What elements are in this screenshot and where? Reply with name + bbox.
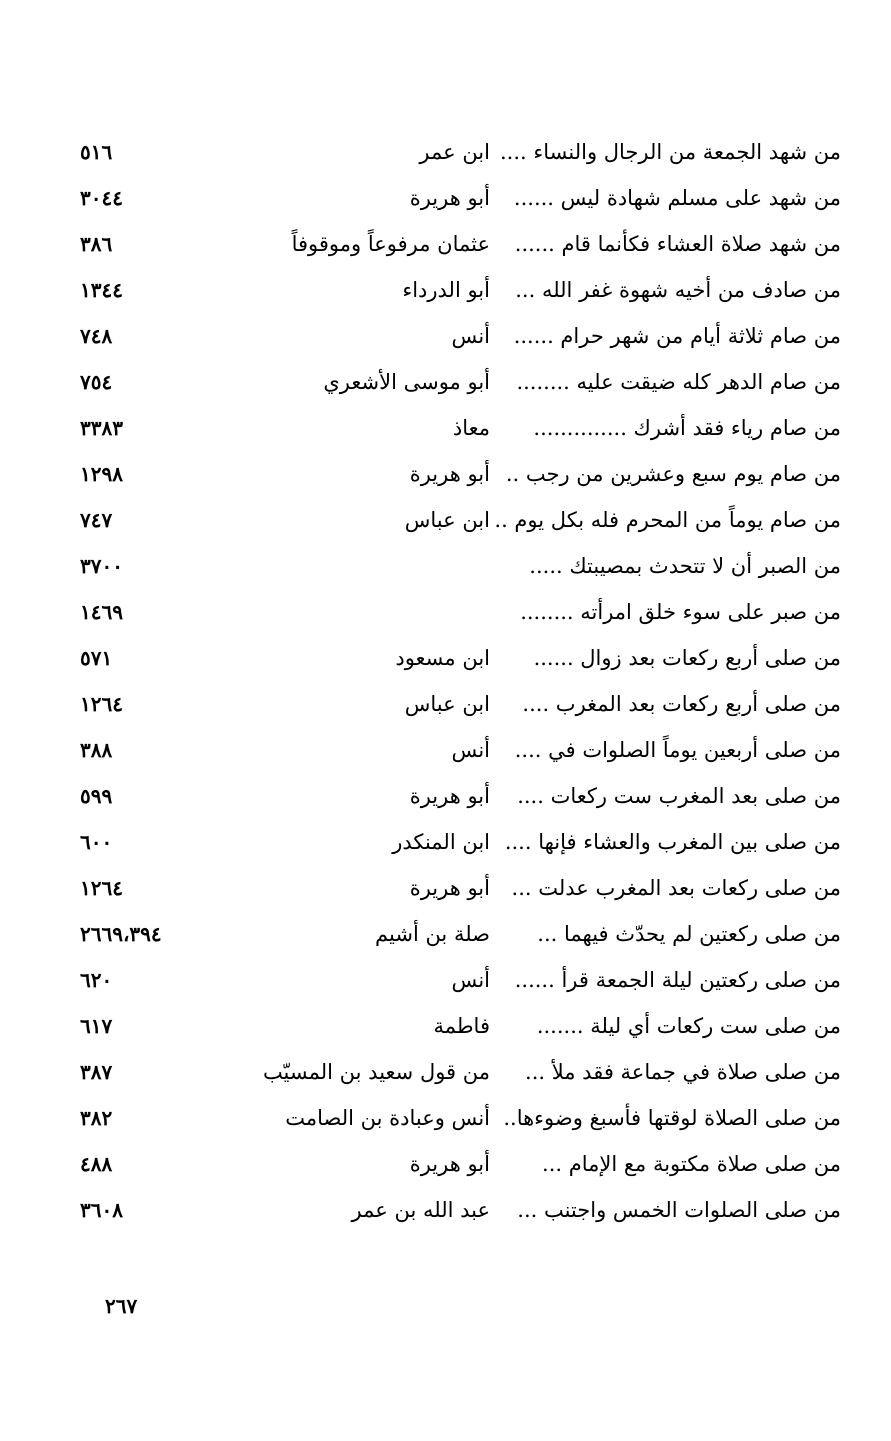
hadith-text: من صلى أربع ركعات بعد زوال ......: [533, 646, 841, 670]
hadith-text: من صلى بعد المغرب ست ركعات ....: [517, 784, 841, 808]
index-entry: [0, 220, 891, 266]
hadith-number: ٥١٦: [80, 140, 113, 164]
hadith-text: من صام يوم سبع وعشرين من رجب ..: [505, 462, 841, 486]
hadith-text: من صلى ركعتين لم يحدّث فيهما ...: [537, 922, 841, 946]
narrator-name: أنس: [451, 968, 490, 992]
narrator-name: عثمان مرفوعاً وموقوفاً: [291, 232, 490, 256]
hadith-number: ٤٨٨: [80, 1152, 113, 1176]
index-entry: [0, 404, 891, 450]
narrator-name: أنس وعبادة بن الصامت: [285, 1106, 490, 1130]
hadith-number: ٣٧٠٠: [80, 554, 123, 578]
hadith-text: من صام ثلاثة أيام من شهر حرام ......: [513, 324, 841, 348]
index-entry: [0, 680, 891, 726]
hadith-text: من صلى صلاة مكتوبة مع الإمام ...: [542, 1152, 841, 1176]
index-entry: [0, 864, 891, 910]
index-entry: [0, 1186, 891, 1232]
hadith-number: ٧٥٤: [80, 370, 113, 394]
hadith-number: ١٢٦٤: [80, 692, 123, 716]
index-entry: [0, 956, 891, 1002]
index-entry: [0, 634, 891, 680]
hadith-number: ٦١٧: [80, 1014, 113, 1038]
index-entry: [0, 1140, 891, 1186]
hadith-number: ٧٤٧: [80, 508, 113, 532]
narrator-name: فاطمة: [433, 1014, 490, 1038]
hadith-number: ١٢٩٨: [80, 462, 123, 486]
index-entry: [0, 358, 891, 404]
narrator-name: أبو هريرة: [409, 1152, 490, 1176]
index-entry: [0, 1094, 891, 1140]
hadith-text: من صلى ست ركعات أي ليلة .......: [536, 1014, 841, 1038]
hadith-text: من شهد صلاة العشاء فكأنما قام ......: [514, 232, 841, 256]
hadith-text: من صادف من أخيه شهوة غفر الله ...: [515, 278, 841, 302]
narrator-name: ابن المنكدر: [392, 830, 490, 854]
hadith-number: ٣٨٨: [80, 738, 113, 762]
hadith-text: من صلى بين المغرب والعشاء فإنها ....: [504, 830, 841, 854]
hadith-index-list: [0, 128, 891, 1232]
narrator-name: عبد الله بن عمر: [351, 1198, 490, 1222]
hadith-number: ٣٦٠٨: [80, 1198, 123, 1222]
hadith-number: ٦٠٠: [80, 830, 113, 854]
index-entry: [0, 450, 891, 496]
narrator-name: من قول سعيد بن المسيّب: [262, 1060, 490, 1084]
index-entry: [0, 726, 891, 772]
narrator-name: أبو موسى الأشعري: [323, 370, 490, 394]
index-entry: [0, 312, 891, 358]
hadith-number: ٧٤٨: [80, 324, 113, 348]
narrator-name: أنس: [451, 324, 490, 348]
hadith-number: ١٢٦٤: [80, 876, 123, 900]
index-entry: [0, 542, 891, 588]
index-entry: [0, 910, 891, 956]
index-entry: [0, 772, 891, 818]
hadith-text: من صام يوماً من المحرم فله بكل يوم ..: [494, 508, 841, 532]
narrator-name: أبو هريرة: [409, 876, 490, 900]
narrator-name: أنس: [451, 738, 490, 762]
index-entry: [0, 174, 891, 220]
hadith-number: ٥٧١: [80, 646, 113, 670]
hadith-text: من صلى ركعات بعد المغرب عدلت ...: [511, 876, 841, 900]
hadith-number: ٣٠٤٤: [80, 186, 123, 210]
narrator-name: أبو هريرة: [409, 784, 490, 808]
hadith-text: من صلى أربعين يوماً الصلوات في ....: [514, 738, 841, 762]
narrator-name: ابن مسعود: [395, 646, 490, 670]
hadith-text: من صلى صلاة في جماعة فقد ملأ ...: [525, 1060, 841, 1084]
index-entry: [0, 588, 891, 634]
narrator-name: معاذ: [452, 416, 490, 440]
narrator-name: ابن عمر: [419, 140, 490, 164]
hadith-text: من شهد على مسلم شهادة ليس ......: [513, 186, 841, 210]
index-entry: [0, 818, 891, 864]
hadith-text: من صام الدهر كله ضيقت عليه ........: [516, 370, 841, 394]
hadith-text: من شهد الجمعة من الرجال والنساء ....: [499, 140, 841, 164]
index-entry: [0, 128, 891, 174]
index-entry: [0, 1048, 891, 1094]
narrator-name: أبو الدرداء: [402, 278, 490, 302]
narrator-name: ابن عباس: [404, 692, 490, 716]
hadith-number: ٥٩٩: [80, 784, 113, 808]
index-entry: [0, 1002, 891, 1048]
narrator-name: ابن عباس: [404, 508, 490, 532]
hadith-number: ٣٨٦: [80, 232, 113, 256]
hadith-number: ٣٣٨٣: [80, 416, 123, 440]
hadith-text: من صلى أربع ركعات بعد المغرب ....: [522, 692, 841, 716]
hadith-number: ٢٦٦٩،٣٩٤: [80, 922, 162, 946]
hadith-text: من صلى الصلاة لوقتها فأسبغ وضوءها..: [503, 1106, 841, 1130]
hadith-number: ٣٨٢: [80, 1106, 113, 1130]
hadith-text: من صلى ركعتين ليلة الجمعة قرأ ......: [514, 968, 841, 992]
hadith-text: من صبر على سوء خلق امرأته ........: [520, 600, 841, 624]
hadith-text: من صام رياء فقد أشرك ..............: [533, 416, 841, 440]
narrator-name: أبو هريرة: [409, 186, 490, 210]
index-entry: [0, 496, 891, 542]
hadith-number: ٣٨٧: [80, 1060, 113, 1084]
hadith-number: ٦٢٠: [80, 968, 113, 992]
hadith-text: من صلى الصلوات الخمس واجتنب ...: [517, 1198, 841, 1222]
hadith-text: من الصبر أن لا تتحدث بمصيبتك .....: [529, 554, 841, 578]
narrator-name: أبو هريرة: [409, 462, 490, 486]
narrator-name: صلة بن أشيم: [375, 922, 490, 946]
page-number: ٢٦٧: [105, 1294, 138, 1318]
hadith-number: ١٤٦٩: [80, 600, 123, 624]
index-entry: [0, 266, 891, 312]
hadith-number: ١٣٤٤: [80, 278, 123, 302]
